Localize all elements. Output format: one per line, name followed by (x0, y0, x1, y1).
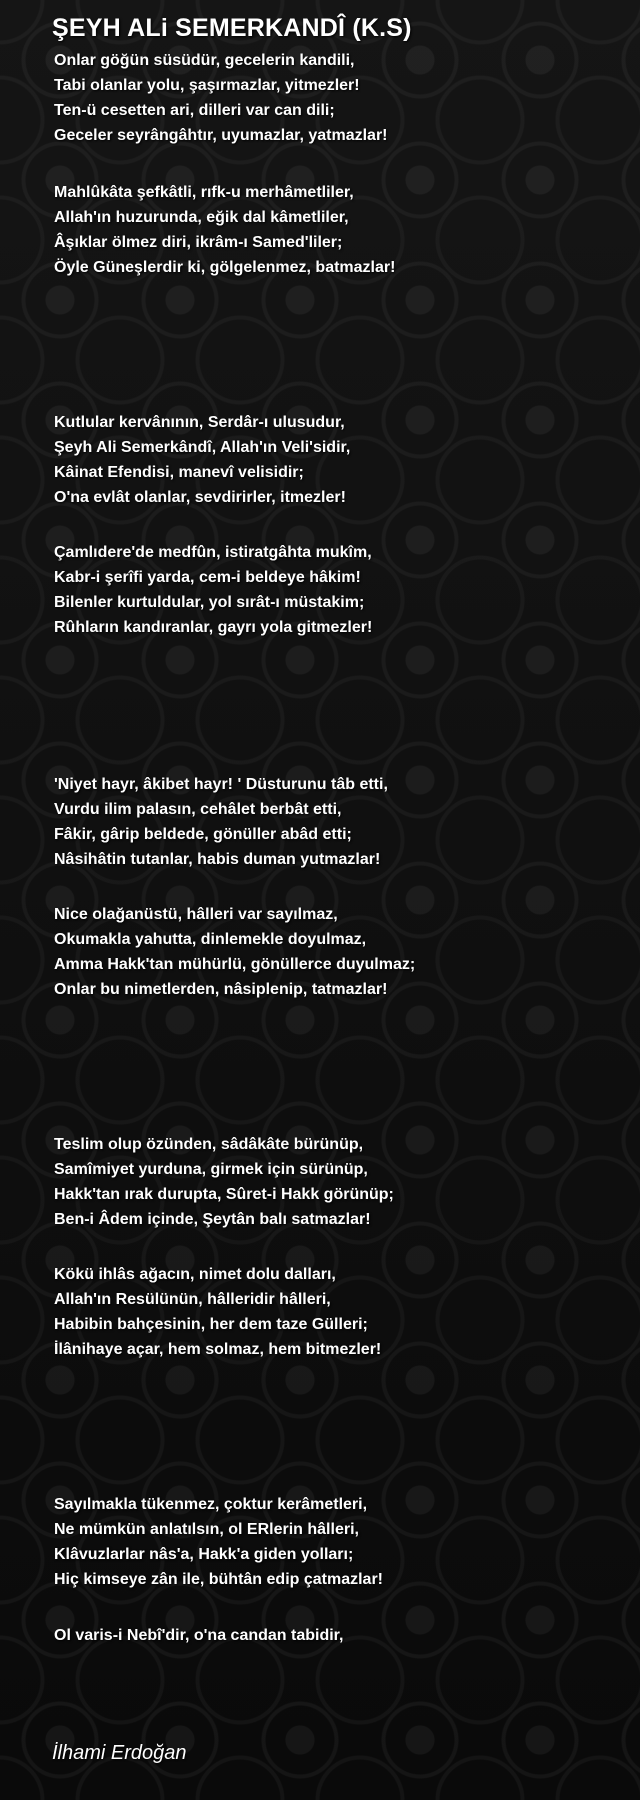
poem-author[interactable]: İlhami Erdoğan (52, 1742, 187, 1764)
poem-line: Onlar göğün süsüdür, gecelerin kandili, (54, 52, 355, 69)
poem-line: O'na evlât olanlar, sevdirirler, itmezler! (54, 489, 346, 506)
poem-line: Âşıklar ölmez diri, ikrâm-ı Samed'liler; (54, 234, 343, 251)
stanza-4 (54, 540, 614, 640)
poem-line: Fâkir, gârip beldede, gönüller abâd etti; (54, 826, 352, 843)
poem-line: Bilenler kurtuldular, yol sırât-ı müstakim; (54, 594, 365, 611)
poem-line: Samîmiyet yurduna, girmek için sürünüp, (54, 1161, 368, 1178)
poem-line: Allah'ın huzurunda, eğik dal kâmetliler, (54, 209, 349, 226)
poem-line: Amma Hakk'tan mühürlü, gönüllerce duyulmaz; (54, 956, 416, 973)
poem-line: Kökü ihlâs ağacın, nimet dolu dalları, (54, 1266, 336, 1283)
poem-line: Mahlûkâta şefkâtli, rıfk-u merhâmetliler, (54, 184, 354, 201)
poem-line: Öyle Güneşlerdir ki, gölgelenmez, batmazlar! (54, 259, 396, 276)
poem-line: Geceler seyrângâhtır, uyumazlar, yatmazlar! (54, 127, 388, 144)
poem-line: Okumakla yahutta, dinlemekle doyulmaz, (54, 931, 367, 948)
stanza-1 (54, 48, 614, 148)
poem-title: ŞEYH ALi SEMERKANDÎ (K.S) (52, 14, 412, 42)
poem-line: Vurdu ilim palasın, cehâlet berbât etti, (54, 801, 342, 818)
poem-line: Ben-i Âdem içinde, Şeytân balı satmazlar! (54, 1211, 371, 1228)
stanza-10 (54, 1623, 614, 1648)
poem-line: Onlar bu nimetlerden, nâsiplenip, tatmazlar! (54, 981, 388, 998)
poem-line: Hiç kimseye zân ile, bühtân edip çatmazlar! (54, 1571, 383, 1588)
poem-line: Sayılmakla tükenmez, çoktur kerâmetleri, (54, 1496, 368, 1513)
poem-line: Çamlıdere'de medfûn, istiratgâhta mukîm, (54, 544, 372, 561)
stanza-3 (54, 410, 614, 510)
poem-line: Kâinat Efendisi, manevî velisidir; (54, 464, 304, 481)
poem-line: İlânihaye açar, hem solmaz, hem bitmezler! (54, 1341, 382, 1358)
poem-line: Tabi olanlar yolu, şaşırmazlar, yitmezler! (54, 77, 360, 94)
poem-line: Nice olağanüstü, hâlleri var sayılmaz, (54, 906, 338, 923)
stanza-9 (54, 1492, 614, 1592)
poem-line: Ne mümkün anlatılsın, ol ERlerin hâlleri, (54, 1521, 359, 1538)
poem-line: Ol varis-i Nebî'dir, o'na candan tabidir, (54, 1627, 344, 1644)
poem-line: Şeyh Ali Semerkândî, Allah'ın Veli'sidir, (54, 439, 351, 456)
poem-line: Nâsihâtin tutanlar, habis duman yutmazlar! (54, 851, 381, 868)
stanza-6 (54, 902, 614, 1002)
stanza-8 (54, 1262, 614, 1362)
poem-line: Teslim olup özünden, sâdâkâte bürünüp, (54, 1136, 364, 1153)
poem-line: Allah'ın Resülünün, hâlleridir hâlleri, (54, 1291, 331, 1308)
poem-line: Hakk'tan ırak durupta, Sûret-i Hakk görünüp; (54, 1186, 394, 1203)
poem-line: Kutlular kervânının, Serdâr-ı ulusudur, (54, 414, 345, 431)
poem-line: Klâvuzlarlar nâs'a, Hakk'a giden yolları; (54, 1546, 354, 1563)
stanza-7 (54, 1132, 614, 1232)
poem-line: Ten-ü cesetten ari, dilleri var can dili; (54, 102, 335, 119)
poem-line: Kabr-i şerîfi yarda, cem-i beldeye hâkim! (54, 569, 361, 586)
poem-line: Habibin bahçesinin, her dem taze Gülleri; (54, 1316, 368, 1333)
stanza-2 (54, 180, 614, 280)
stanza-5 (54, 772, 614, 872)
poem-line: 'Niyet hayr, âkibet hayr! ' Düsturunu tâb etti, (54, 776, 388, 793)
poem-line: Rûhların kandıranlar, gayrı yola gitmezler! (54, 619, 373, 636)
